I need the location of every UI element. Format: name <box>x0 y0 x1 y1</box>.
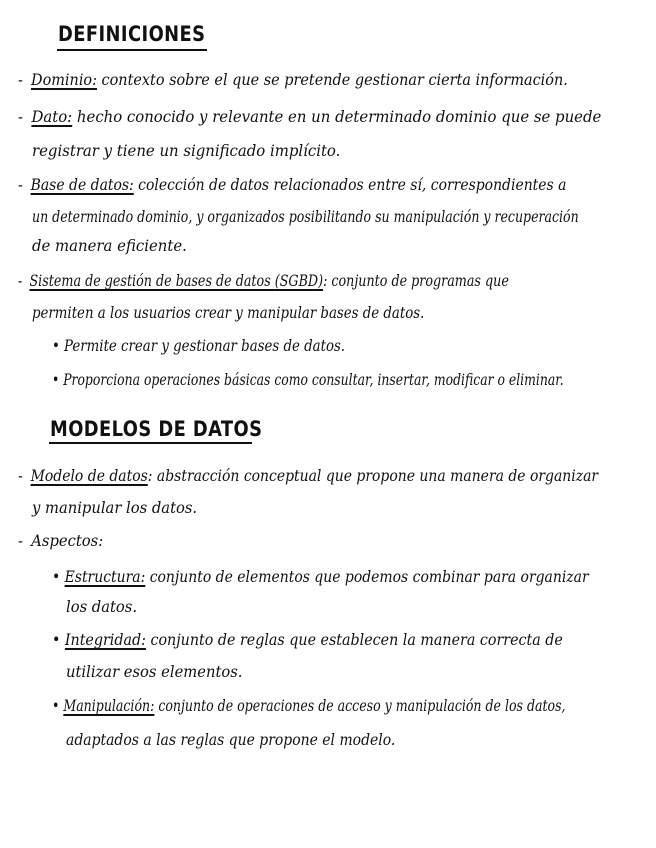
definition-text: : conjunto de programas que <box>323 272 509 290</box>
list-item: • Estructura: conjunto de elementos que podemos combinar para organizar <box>52 568 589 586</box>
term-estructura: Estructura: <box>64 568 146 586</box>
definition-dato: - Dato: hecho conocido y relevante en un determinado dominio que se puede <box>18 108 602 126</box>
definition-text: un determinado dominio, y organizados posibilitando su manipulación y recuperación <box>32 208 579 226</box>
definition-text: permiten a los usuarios crear y manipular bases de datos. <box>32 304 425 322</box>
aspectos-label: - Aspectos: <box>18 532 104 550</box>
list-item: • Proporciona operaciones básicas como consultar, insertar, modificar o eliminar. <box>52 371 564 389</box>
definition-modelo-de-datos: - Modelo de datos: abstracción conceptual que propone una manera de organizar <box>18 467 599 485</box>
term-sgbd: Sistema de gestión de bases de datos (SGBD) <box>29 272 324 290</box>
definition-text: colección de datos relacionados entre sí, correspondientes a <box>133 176 567 194</box>
definition-base-de-datos: - Base de datos: colección de datos relacionados entre sí, correspondientes a <box>18 176 567 194</box>
definition-text: y manipular los datos. <box>32 499 198 517</box>
term-dominio: Dominio: <box>31 71 97 89</box>
term-modelo-de-datos: Modelo de datos <box>30 467 148 485</box>
section-title-modelos-de-datos: MODELOS DE DATOS <box>50 417 263 441</box>
heading-underline <box>49 442 252 444</box>
definition-text: utilizar esos elementos. <box>66 663 243 681</box>
definition-text: registrar y tiene un significado implícito. <box>32 142 341 160</box>
definition-dominio: - Dominio: contexto sobre el que se pretende gestionar cierta información. <box>18 71 568 89</box>
term-integridad: Integridad: <box>64 631 146 649</box>
term-base-de-datos: Base de datos: <box>30 176 134 194</box>
list-item: • Manipulación: conjunto de operaciones de acceso y manipulación de los datos, <box>52 697 566 715</box>
definition-text: de manera eficiente. <box>32 237 187 255</box>
definition-text: : abstracción conceptual que propone una manera de organizar <box>147 467 599 485</box>
term-dato: Dato: <box>31 108 73 126</box>
definition-text: contexto sobre el que se pretende gestionar cierta información. <box>96 71 568 89</box>
term-manipulacion: Manipulación: <box>63 697 155 715</box>
definition-sgbd: - Sistema de gestión de bases de datos (SGBD): conjunto de programas que <box>18 272 509 290</box>
section-title-definiciones: DEFINICIONES <box>58 22 206 46</box>
list-item: • Permite crear y gestionar bases de datos. <box>52 337 346 355</box>
definition-text: hecho conocido y relevante en un determinado dominio que se puede <box>72 108 602 126</box>
definition-text: adaptados a las reglas que propone el modelo. <box>66 731 396 749</box>
heading-underline <box>57 49 207 51</box>
definition-text: los datos. <box>66 598 138 616</box>
list-item: • Integridad: conjunto de reglas que establecen la manera correcta de <box>52 631 563 649</box>
